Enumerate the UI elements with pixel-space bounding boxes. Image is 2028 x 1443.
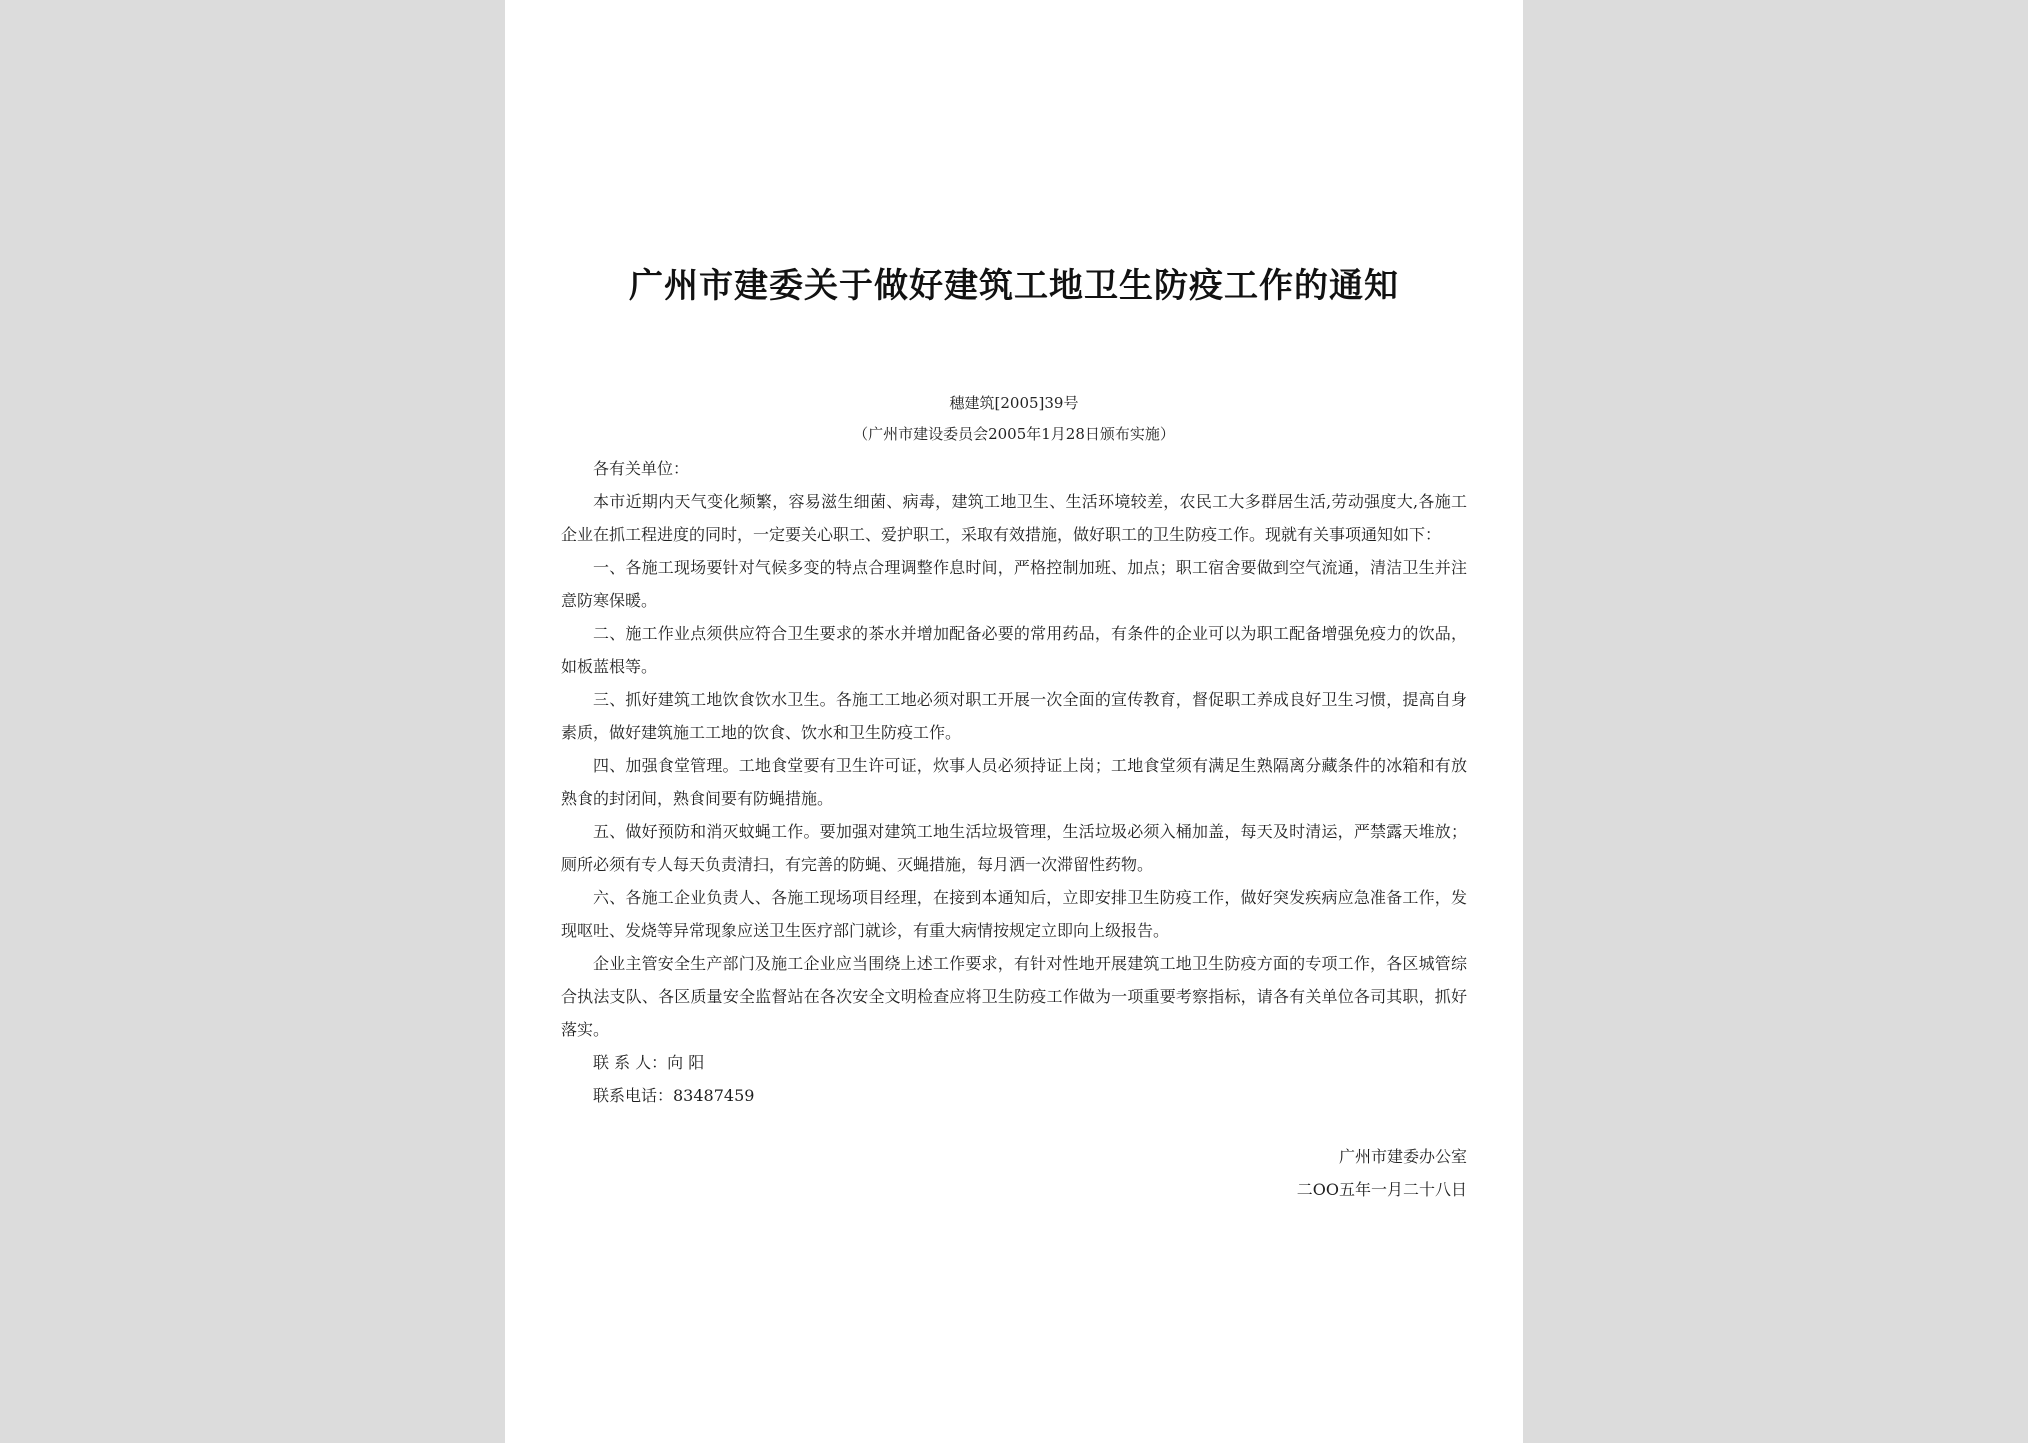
- item-paragraph-1: 一、各施工现场要针对气候多变的特点合理调整作息时间，严格控制加班、加点；职工宿舍要做到空气流通，清洁卫生并注意防寒保暖。: [561, 558, 1467, 610]
- issue-note: （广州市建设委员会2005年1月28日颁布实施）: [853, 425, 1175, 443]
- document-title: 广州市建委关于做好建筑工地卫生防疫工作的通知: [629, 266, 1399, 306]
- signature-block: [1297, 1140, 1467, 1206]
- issue-date: 二OO五年一月二十八日: [1296, 1180, 1467, 1199]
- document-body: [561, 452, 1467, 1112]
- issuer: 广州市建委办公室: [1338, 1147, 1467, 1166]
- item-paragraph-3: 三、抓好建筑工地饮食饮水卫生。各施工工地必须对职工开展一次全面的宣传教育，督促职工养成良好卫生习惯，提高自身素质，做好建筑施工工地的饮食、饮水和卫生防疫工作。: [561, 690, 1467, 742]
- salutation: 各有关单位：: [593, 459, 690, 478]
- document-number: 穗建筑[2005]39号: [949, 394, 1079, 412]
- intro-paragraph: 本市近期内天气变化频繁，容易滋生细菌、病毒，建筑工地卫生、生活环境较差，农民工大多群居生活,劳动强度大,各施工企业在抓工程进度的同时，一定要关心职工、爱护职工，采取有效措施，做好职工的卫生防疫工作。现就有关事项通知如下：: [561, 492, 1467, 544]
- item-paragraph-5: 五、做好预防和消灭蚊蝇工作。要加强对建筑工地生活垃圾管理，生活垃圾必须入桶加盖，每天及时清运，严禁露天堆放；厕所必须有专人每天负责清扫，有完善的防蝇、灭蝇措施，每月洒一次滞留性药物。: [561, 822, 1467, 874]
- contact-phone: 联系电话：83487459: [593, 1086, 755, 1105]
- item-paragraph-2: 二、施工作业点须供应符合卫生要求的茶水并增加配备必要的常用药品，有条件的企业可以为职工配备增强免疫力的饮品，如板蓝根等。: [561, 624, 1467, 676]
- closing-paragraph: 企业主管安全生产部门及施工企业应当围绕上述工作要求，有针对性地开展建筑工地卫生防疫方面的专项工作，各区城管综合执法支队、各区质量安全监督站在各次安全文明检查应将卫生防疫工作做为一项重要考察指标，请各有关单位各司其职，抓好落实。: [561, 954, 1467, 1039]
- document-page: [505, 0, 1523, 1443]
- item-paragraph-6: 六、各施工企业负责人、各施工现场项目经理，在接到本通知后，立即安排卫生防疫工作，做好突发疾病应急准备工作，发现呕吐、发烧等异常现象应送卫生医疗部门就诊，有重大病情按规定立即向上级报告。: [561, 888, 1467, 940]
- contact-person: 联 系 人：向 阳: [593, 1053, 705, 1072]
- item-paragraph-4: 四、加强食堂管理。工地食堂要有卫生许可证，炊事人员必须持证上岗；工地食堂须有满足生熟隔离分藏条件的冰箱和有放熟食的封闭间，熟食间要有防蝇措施。: [561, 756, 1467, 808]
